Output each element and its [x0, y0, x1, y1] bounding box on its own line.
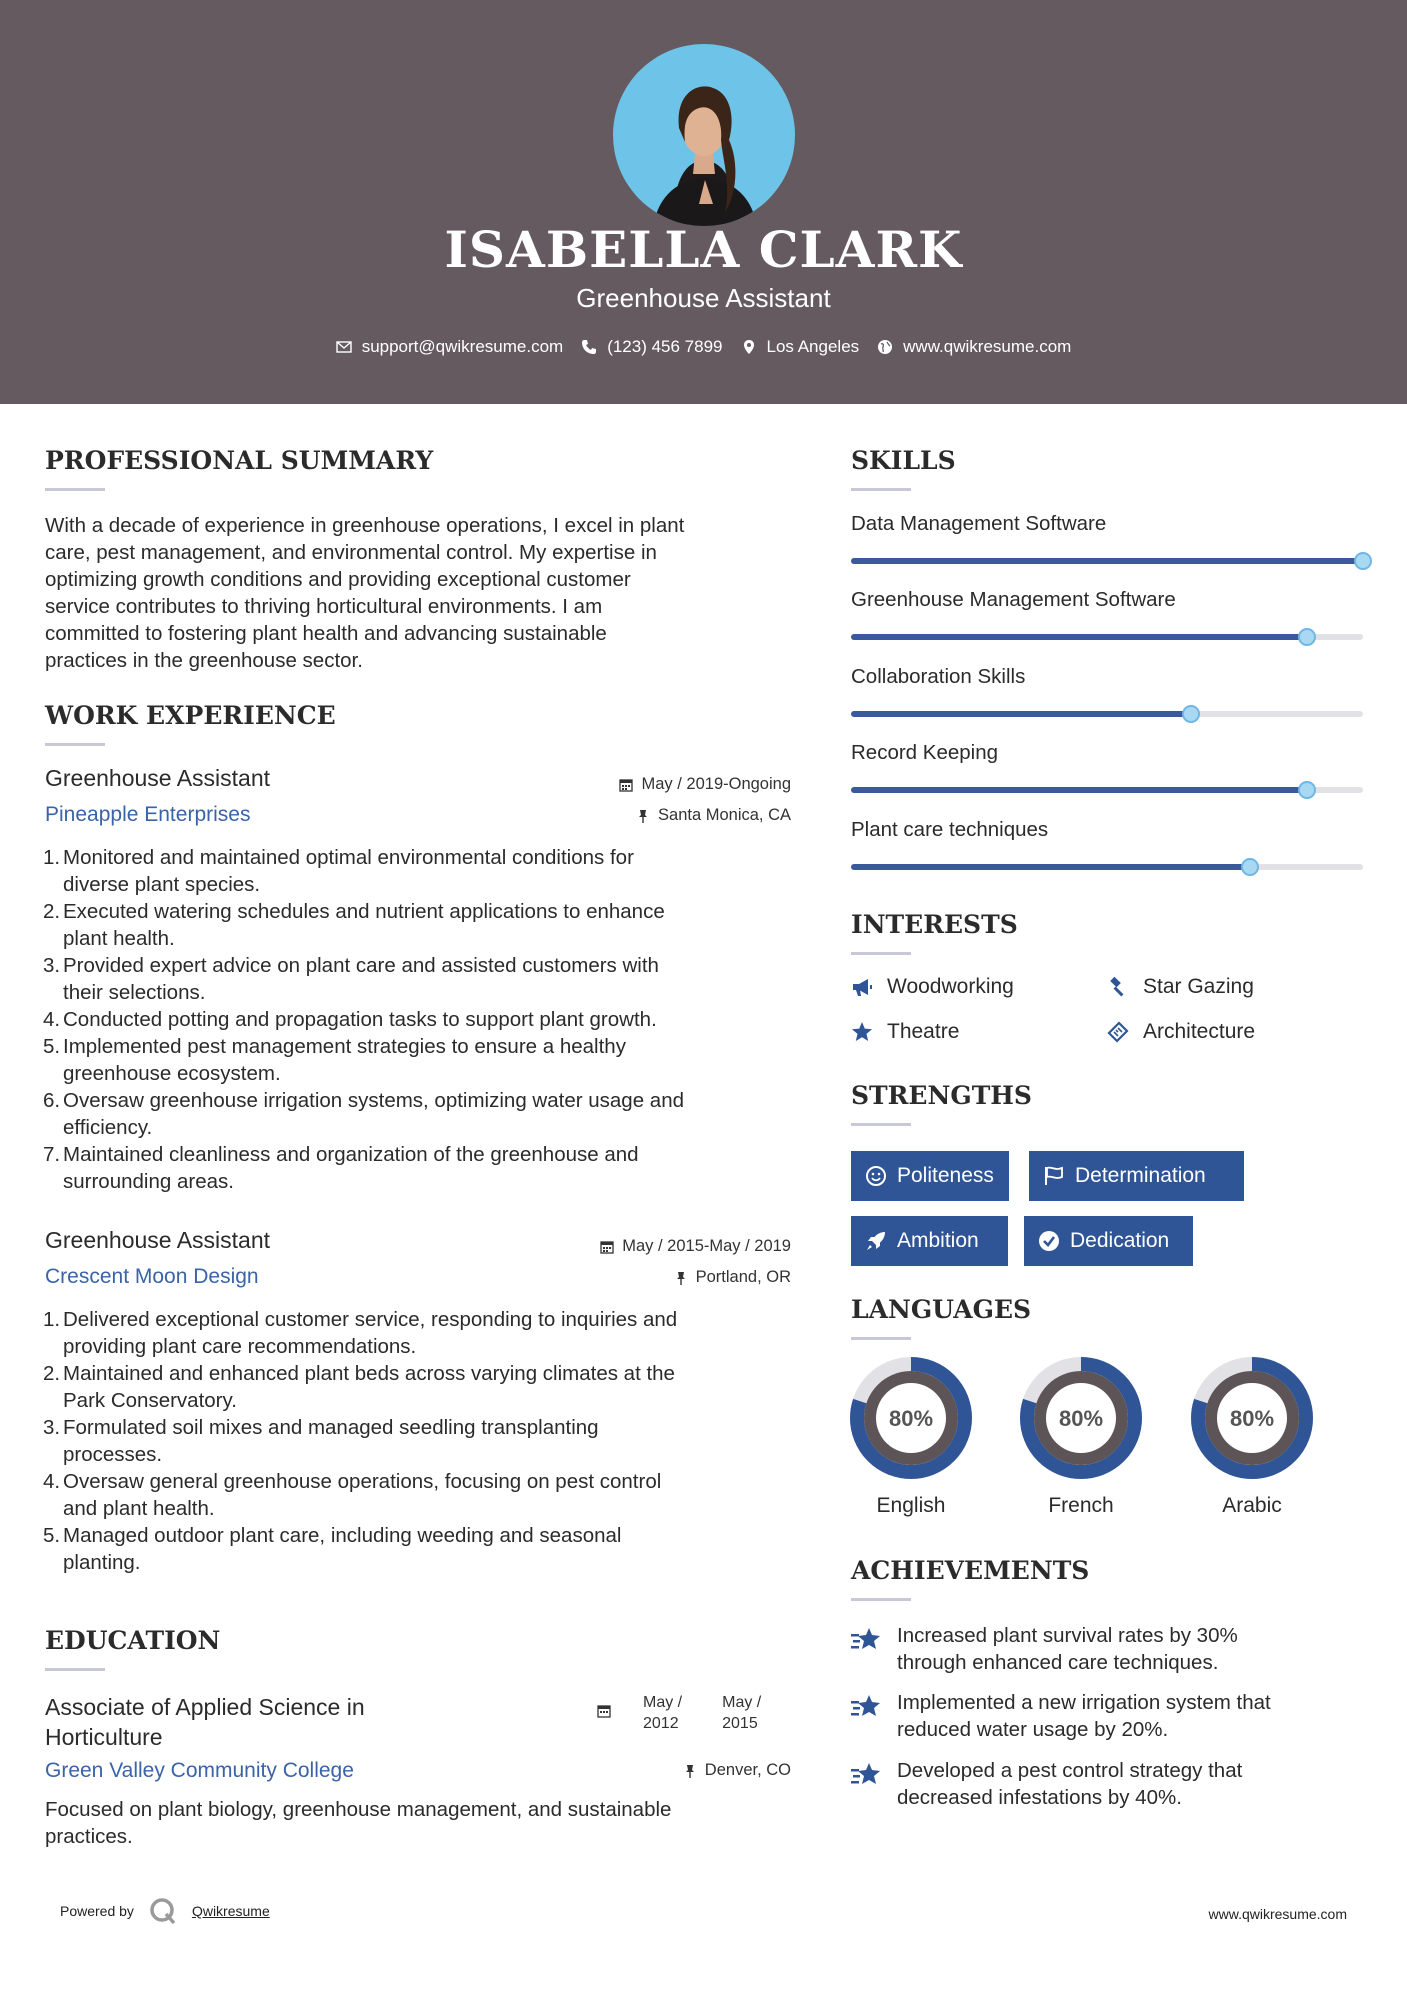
interest-label: Star Gazing [1143, 975, 1254, 998]
skill-knob[interactable] [1241, 858, 1259, 876]
list-item: 7. Maintained cleanliness and organization of the greenhouse and surrounding areas. [45, 1141, 805, 1195]
education-start [643, 1692, 682, 1734]
education-end [722, 1692, 761, 1734]
star-badge-icon [851, 1692, 883, 1722]
achievement-line: Implemented a new irrigation system that [897, 1691, 1271, 1714]
interest-item [1107, 1020, 1255, 1044]
bullet-line: Executed watering schedules and nutrient applications to enhance [63, 900, 665, 923]
flag-icon [1043, 1165, 1065, 1187]
achievement-line: reduced water usage by 20%. [897, 1718, 1169, 1741]
language-item [1019, 1356, 1143, 1518]
job-bullets [45, 1306, 805, 1576]
bullet-line: Maintained cleanliness and organization of the greenhouse and [63, 1143, 639, 1166]
skill-knob[interactable] [1182, 705, 1200, 723]
achievement-text [897, 1757, 1242, 1811]
education-start-line: 2012 [643, 1715, 679, 1732]
pushpin-icon [683, 1764, 697, 1778]
language-item [1190, 1356, 1314, 1518]
list-item: 5. Implemented pest management strategies to ensure a healthy greenhouse ecosystem. [45, 1033, 805, 1087]
bullet-line: plant health. [63, 927, 175, 950]
list-item: 2. Executed watering schedules and nutrient applications to enhance plant health. [45, 898, 805, 952]
gauge-label: 80% [888, 1406, 934, 1431]
list-item: 3. Provided expert advice on plant care and assisted customers with their selections. [45, 952, 805, 1006]
summary-text [45, 512, 795, 674]
powered-by-text: Powered by [60, 1903, 134, 1919]
language-name: English [876, 1494, 946, 1517]
summary-line: care, pest management, and environmental control. My expertise in [45, 541, 657, 564]
contact-email-text: support@qwikresume.com [361, 337, 564, 356]
list-item: 6. Oversaw greenhouse irrigation systems, optimizing water usage and efficiency. [45, 1087, 805, 1141]
strength-badge [1024, 1216, 1193, 1266]
contact-email[interactable] [336, 337, 564, 357]
interests-divider [851, 952, 911, 955]
bullet-line: Monitored and maintained optimal environmental conditions for [63, 846, 634, 869]
bullet-line: Implemented pest management strategies to ensure a healthy [63, 1035, 626, 1058]
calendar-icon [600, 1240, 614, 1254]
location-icon [741, 339, 757, 355]
language-gauge [1019, 1356, 1143, 1480]
strength-label: Politeness [897, 1164, 994, 1187]
skill-knob[interactable] [1354, 552, 1372, 570]
education-desc [45, 1796, 805, 1850]
strength-badge [1029, 1151, 1244, 1201]
achievements-divider [851, 1598, 911, 1601]
bullet-line: Formulated soil mixes and managed seedling transplanting [63, 1416, 599, 1439]
strengths-divider [851, 1123, 911, 1126]
strengths-heading: STRENGTHS [851, 1081, 1032, 1110]
language-gauge [1190, 1356, 1314, 1480]
strength-badge [851, 1216, 1008, 1266]
gauge-label: 80% [1229, 1406, 1275, 1431]
job-location [636, 806, 791, 825]
footer-website[interactable]: www.qwikresume.com [1208, 1906, 1347, 1922]
bullet-line: Managed outdoor plant care, including weeding and seasonal [63, 1524, 622, 1547]
job-location [674, 1268, 791, 1287]
bullet-line: their selections. [63, 981, 206, 1004]
achievement-text [897, 1689, 1271, 1743]
star-badge-icon [851, 1625, 883, 1655]
pushpin-icon [674, 1271, 688, 1285]
summary-line: committed to fostering plant health and advancing sustainable [45, 622, 607, 645]
job-date [619, 775, 791, 794]
education-start-line: May / [643, 1694, 683, 1711]
bullet-line: Maintained and enhanced plant beds across varying climates at the [63, 1362, 675, 1385]
bullet-line: surrounding areas. [63, 1170, 234, 1193]
degree-line: Associate of Applied Science in [45, 1694, 365, 1720]
interest-label: Theatre [887, 1020, 960, 1043]
interest-item [851, 1020, 959, 1044]
experience-heading: WORK EXPERIENCE [45, 701, 336, 730]
bullet-line: processes. [63, 1443, 163, 1466]
bullet-line: Oversaw general greenhouse operations, focusing on pest control [63, 1470, 662, 1493]
summary-line: With a decade of experience in greenhouse operations, I excel in plant [45, 514, 685, 537]
contact-website-text: www.qwikresume.com [903, 337, 1072, 356]
skill-knob[interactable] [1298, 628, 1316, 646]
summary-line: service contributes to thriving horticultural environments. I am [45, 595, 603, 618]
language-gauge [849, 1356, 973, 1480]
job-location-text: Portland, OR [695, 1268, 791, 1286]
degree-line: Horticulture [45, 1724, 163, 1750]
summary-divider [45, 488, 105, 491]
skill-fill [851, 634, 1307, 640]
summary-line: practices in the greenhouse sector. [45, 649, 363, 672]
bullet-line: Delivered exceptional customer service, responding to inquiries and [63, 1308, 678, 1331]
interests-heading: INTERESTS [851, 910, 1018, 939]
job-location-text: Santa Monica, CA [658, 806, 791, 824]
achievement-line: Increased plant survival rates by 30% [897, 1624, 1238, 1647]
contact-phone[interactable] [581, 337, 722, 357]
skill-bar [851, 634, 1363, 640]
rocket-icon [865, 1230, 887, 1252]
experience-divider [45, 743, 105, 746]
list-item: 4. Oversaw general greenhouse operations, focusing on pest control and plant health. [45, 1468, 805, 1522]
achievement-text [897, 1622, 1238, 1676]
skill-knob[interactable] [1298, 781, 1316, 799]
calendar-icon [619, 778, 633, 792]
job-bullets [45, 844, 805, 1195]
star-badge-icon [851, 1760, 883, 1790]
list-item: 4. Conducted potting and propagation tasks to support plant growth. [45, 1006, 805, 1033]
job-date-text: May / 2015-May / 2019 [622, 1237, 791, 1255]
contact-phone-text: (123) 456 7899 [607, 337, 723, 356]
skill-fill [851, 787, 1307, 793]
languages-heading: LANGUAGES [851, 1295, 1032, 1324]
interest-label: Architecture [1143, 1020, 1256, 1043]
phone-icon [581, 339, 597, 355]
achievement-item [851, 1622, 1351, 1676]
contact-location-text: Los Angeles [766, 337, 860, 356]
summary-heading: PROFESSIONAL SUMMARY [45, 446, 434, 475]
skill-bar [851, 787, 1363, 793]
gauge-label: 80% [1058, 1406, 1104, 1431]
strength-label: Ambition [897, 1229, 979, 1252]
strength-badge [851, 1151, 1009, 1201]
skill-fill [851, 711, 1191, 717]
interest-item [1107, 975, 1254, 999]
bullet-line: Provided expert advice on plant care and assisted customers with [63, 954, 659, 977]
megaphone-icon [851, 976, 873, 998]
achievement-line: through enhanced care techniques. [897, 1651, 1219, 1674]
language-name: Arabic [1222, 1494, 1282, 1517]
contact-location [741, 337, 860, 357]
education-location-text: Denver, CO [704, 1761, 791, 1779]
achievements-heading: ACHIEVEMENTS [851, 1556, 1090, 1585]
education-desc-line: practices. [45, 1825, 133, 1848]
skills-heading: SKILLS [851, 446, 956, 475]
skill-label: Collaboration Skills [851, 665, 1026, 688]
education-divider [45, 1668, 105, 1671]
smile-icon [865, 1165, 887, 1187]
job-company[interactable]: Crescent Moon Design [45, 1265, 259, 1288]
skill-bar [851, 711, 1363, 717]
bullet-line: diverse plant species. [63, 873, 261, 896]
degree-title [45, 1692, 365, 1752]
strength-label: Dedication [1070, 1229, 1170, 1252]
star-icon [851, 1021, 873, 1043]
education-location [683, 1761, 791, 1780]
education-end-line: May / [722, 1694, 762, 1711]
job-title: Greenhouse Assistant [45, 1227, 271, 1253]
language-name: French [1048, 1494, 1114, 1517]
candidate-title: Greenhouse Assistant [576, 283, 831, 313]
bullet-line: providing plant care recommendations. [63, 1335, 417, 1358]
achievement-item [851, 1689, 1351, 1743]
interest-item [851, 975, 1014, 999]
footer-powered-by [60, 1896, 270, 1926]
achievement-item [851, 1757, 1351, 1811]
strength-label: Determination [1075, 1164, 1206, 1187]
bullet-line: efficiency. [63, 1116, 153, 1139]
ruler-pencil-icon [1107, 1021, 1129, 1043]
skill-bar [851, 558, 1363, 564]
calendar-icon [597, 1704, 611, 1718]
skill-label: Greenhouse Management Software [851, 588, 1176, 611]
languages-divider [851, 1337, 911, 1340]
list-item: 1. Delivered exceptional customer service, responding to inquiries and providing plant care recommendations. [45, 1306, 805, 1360]
mail-icon [336, 339, 352, 355]
summary-line: optimizing growth conditions and providing exceptional customer [45, 568, 631, 591]
resume-header [0, 0, 1407, 404]
bullet-line: Conducted potting and propagation tasks to support plant growth. [63, 1008, 657, 1031]
list-item: 2. Maintained and enhanced plant beds across varying climates at the Park Conservatory. [45, 1360, 805, 1414]
list-item: 3. Formulated soil mixes and managed seedling transplanting processes. [45, 1414, 805, 1468]
skills-divider [851, 488, 911, 491]
interest-label: Woodworking [887, 975, 1014, 998]
education-end-line: 2015 [722, 1715, 758, 1732]
achievement-line: decreased infestations by 40%. [897, 1786, 1182, 1809]
job-date [600, 1237, 791, 1256]
achievement-line: Developed a pest control strategy that [897, 1759, 1243, 1782]
bullet-line: planting. [63, 1551, 141, 1574]
school-name[interactable]: Green Valley Community College [45, 1759, 354, 1782]
education-desc-line: Focused on plant biology, greenhouse management, and sustainable [45, 1798, 672, 1821]
check-circle-icon [1038, 1230, 1060, 1252]
candidate-name: ISABELLA CLARK [444, 220, 963, 279]
bullet-line: and plant health. [63, 1497, 215, 1520]
job-title: Greenhouse Assistant [45, 765, 271, 791]
globe-icon [877, 339, 893, 355]
contact-website[interactable] [877, 337, 1071, 357]
bullet-line: Oversaw greenhouse irrigation systems, optimizing water usage and [63, 1089, 684, 1112]
contact-bar [0, 337, 1407, 357]
bullet-line: greenhouse ecosystem. [63, 1062, 281, 1085]
skill-label: Data Management Software [851, 512, 1107, 535]
language-item [849, 1356, 973, 1518]
pushpin-icon [636, 809, 650, 823]
gavel-icon [1107, 976, 1129, 998]
profile-photo [613, 44, 795, 226]
skill-fill [851, 558, 1363, 564]
skill-bar [851, 864, 1363, 870]
skill-fill [851, 864, 1250, 870]
list-item: 1. Monitored and maintained optimal environmental conditions for diverse plant species. [45, 844, 805, 898]
list-item: 5. Managed outdoor plant care, including weeding and seasonal planting. [45, 1522, 805, 1576]
job-company[interactable]: Pineapple Enterprises [45, 803, 251, 826]
education-dates [597, 1692, 761, 1734]
job-date-text: May / 2019-Ongoing [641, 775, 791, 793]
skill-label: Plant care techniques [851, 818, 1049, 841]
bullet-line: Park Conservatory. [63, 1389, 237, 1412]
education-heading: EDUCATION [45, 1626, 221, 1655]
skill-label: Record Keeping [851, 741, 999, 764]
qwikresume-link[interactable]: Qwikresume [191, 1903, 270, 1919]
qwikresume-logo-icon [148, 1896, 178, 1926]
